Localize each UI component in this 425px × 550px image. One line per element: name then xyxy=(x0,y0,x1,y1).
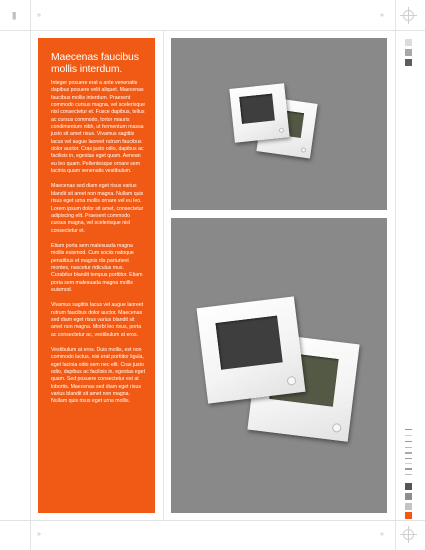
photo-slides-large xyxy=(171,218,387,513)
top-guide-line xyxy=(0,30,425,31)
calibration-tick xyxy=(405,452,412,454)
color-swatch xyxy=(405,493,412,500)
article-heading: Maecenas faucibus mollis interdum. xyxy=(51,52,139,75)
article-paragraph: Etiam porta sem malesuada magna mollis euismod. Cum sociis natoque penatibus et magnis dis parturient montes, nascetur ridiculus mus. Curabitur blandit tempus porttitor. Etiam porta sem malesuada magna mollis euismod. xyxy=(51,242,143,293)
photo-slides-small xyxy=(171,38,387,210)
slide-window xyxy=(215,316,282,370)
article-column xyxy=(38,38,155,513)
gutter-guide-line xyxy=(163,30,164,520)
color-swatch xyxy=(405,39,412,46)
double-chevron-right-icon: » xyxy=(380,12,383,19)
slide-mount-icon xyxy=(197,296,306,403)
crosshair-registration-icon xyxy=(403,529,414,540)
article-paragraph: Integer posuere erat a ante venenatis dapibus posuere velit aliquet. Maecenas faucibus mollis interdum. Praesent commodo cursus magna, vel scelerisque nisl consectetur et. Fusce dapibus, tellus ac cursus commodo, tortor mauris condimentum nibh, ut fermentum massa justo sit amet risus. Vivamus sagittis lacus vel augue laoreet rutrum faucibus dolor auctor. Cras justo odio, dapibus ac facilisis in, egestas eget quam. Aenean eu leo quam. Pellentesque ornare sem lacinia quam venenatis vestibulum. xyxy=(51,80,145,175)
article-paragraph: Vivamus sagittis lacus vel augue laoreet rutrum faucibus dolor auctor. Maecenas sed diam eget risus varius blandit sit amet non magna. Morbi leo risus, porta ac consectetur ac, vestibulum at eros. xyxy=(51,302,144,338)
color-swatch xyxy=(405,512,412,519)
article-paragraph: Vestibulum at eros. Duis mollis, est non commodo luctus, nisi erat porttitor ligula, eget lacinia odio sem nec elit. Cras justo odio, dapibus ac facilisis in, egestas eget quam. Sed posuere consectetur est at lobortis. Maecenas sed diam eget risus varius blandit sit amet non magna. Nullam quis risus eget urna mollis. xyxy=(51,347,146,405)
bottom-guide-line xyxy=(0,520,425,521)
slide-window xyxy=(239,94,275,124)
calibration-tick xyxy=(405,474,412,475)
left-guide-line xyxy=(30,0,31,550)
slide-corner-dot xyxy=(332,423,342,433)
color-swatch xyxy=(405,59,412,66)
right-guide-line xyxy=(395,0,396,550)
calibration-tick xyxy=(405,468,412,470)
calibration-tick xyxy=(405,441,412,442)
page-marker: ||| xyxy=(12,11,16,20)
color-swatch xyxy=(405,49,412,56)
calibration-tick xyxy=(405,458,412,459)
color-swatch xyxy=(405,483,412,490)
double-chevron-right-icon: » xyxy=(37,531,40,538)
calibration-tick xyxy=(405,447,412,448)
double-chevron-right-icon: » xyxy=(380,531,383,538)
calibration-tick xyxy=(405,463,412,464)
slide-corner-dot xyxy=(301,147,307,153)
article-paragraph: Maecenas sed diam eget risus varius blandit sit amet non magna. Nullam quis risus eget urna mollis ornare vel eu leo. Lorem ipsum dolor sit amet, consectetur adipiscing elit. Praesent commodo cursus magna, vel scelerisque nisl consectetur et. xyxy=(51,183,144,234)
slide-corner-dot xyxy=(287,376,297,386)
crosshair-registration-icon xyxy=(403,10,414,21)
calibration-tick xyxy=(405,435,412,436)
color-swatch xyxy=(405,503,412,510)
calibration-tick xyxy=(405,429,412,430)
slide-corner-dot xyxy=(279,128,284,133)
double-chevron-right-icon: » xyxy=(37,12,40,19)
slide-mount-icon xyxy=(229,83,289,142)
